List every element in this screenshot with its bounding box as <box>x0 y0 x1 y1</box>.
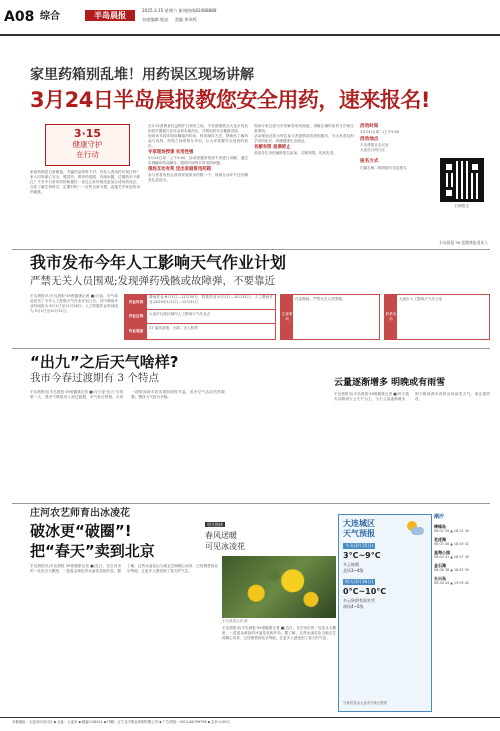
header-rule <box>0 34 500 36</box>
header-credits <box>142 17 197 23</box>
weather-title-2: 天气预报 <box>343 529 375 538</box>
story4-headline: 云量逐渐增多 明晚或有雨雪 <box>334 378 446 388</box>
qr-caption: 扫码报名 <box>454 204 470 208</box>
divider-3 <box>12 503 490 504</box>
plan-label: 作业时间 <box>125 295 147 309</box>
col3-para2: 活动现场还将为每位参与者提供用药咨询服务，为大家普及科学用药知识，传播健康生活理念。 <box>254 134 354 143</box>
tide-times: 06:03 40 ▲ 18:35 41 <box>434 542 470 547</box>
editor-credit: 首席编辑 瓶安 <box>142 17 169 22</box>
tide-times: 06:02 39 ▲ 18:31 39 <box>434 529 470 534</box>
footer-text: 本报地址：大连市沙河口区 ▪ 社址：大连市 ▪ 邮编:116011 ▪ 印刷：辽宁北方报业印刷有限公司 ▪ 广告热线：0411-84799799 ▪ 定价:1.00元 <box>12 720 230 724</box>
story3-body: 半岛晨报讯(半岛晨报·39度健康记者 ■)今天是“出九”后的第一天，我市气候将进入到过渡期，市气象台预报，未来一段时间我市将出现阶段性升温，但冷空气活动仍然频繁，整体天气较为平稳。 <box>30 390 225 399</box>
act-title: 活动时间 <box>360 124 379 129</box>
plan-label: 作业装备 <box>125 324 147 339</box>
story2-body: 半岛晨报讯(半岛晨报·39度健康记者 ■)日前，市气象局发布了今年人工影响天气作业计划公告。其中增雨作业时间段为 6月1日至11月30日；人工防雹作业时间段为 5月1日至10月31日。 <box>30 294 118 313</box>
col2-para3: 3月24日周二上午9:00，活动将邀请资深专家进行讲解，通过实例解读药品储存、服药时间等日常用药问题。 <box>148 156 248 165</box>
act-loc: 半岛晨报社会议室 <box>360 143 389 148</box>
paper-logo: 半岛晨报 <box>85 10 135 21</box>
tide-place: 星海公园 <box>434 549 450 555</box>
story5-headline-1: 庄河农艺师育出冰凌花 <box>30 508 130 519</box>
col3-para3: 欢迎各位市民踊跃报名参加，名额有限，先到先得。 <box>254 151 337 155</box>
story5-cont: 半岛晨报讯(半岛晨报·39度健康记者 ■)近日，在庄河市的一处花卉大棚里，一盆盆金黄色的冰凌花竞相开放。据了解，这些冰凌花由当地农艺师精心培育，已经销售到北京等地，让更多人感受到了春天的气息。 <box>222 626 336 640</box>
story1-lead: 家庭药箱是日常储备。关键药品却每不对。你有人看用药有误区吗？家人时所那心安全，感冒药、维草药混服、有副问题，过期药多不绑扎？不多中日常用药的积极性一直这么好药规范更加合适用药误区，合你了解生命科学，定期对相一一这些目常习惯，直接关乎家庭的用药健康。 <box>30 170 140 194</box>
divider-1 <box>12 249 490 250</box>
designer-credit: 美编 李风鸣 <box>174 17 197 22</box>
plan-row <box>125 295 275 310</box>
sub-expert: 专家现场授课 实用性强 <box>148 150 194 155</box>
sub-prize: 现场互动有奖 送出家庭常用药箱 <box>148 167 211 172</box>
tomorrow-label: 明天(3月16日) <box>345 579 374 584</box>
tide-box <box>434 514 492 684</box>
plan-value: 37 毫米高炮、火箭、无人机等 <box>149 326 198 330</box>
story3-subhead: 我市今春过渡期有 3 个特点 <box>30 372 159 384</box>
col2-para4: 参与者将有机会获得家庭常用药箱一个，现场互动环节还有精美礼品送出。 <box>148 173 248 182</box>
plan-row <box>125 310 275 324</box>
section-name: 综合 <box>40 11 60 22</box>
plan-value: 增雨作业:6月1日—11月30日；防雹作业:5月1日—10月31日；人工增雨作业:2025年1月1日—12月31日 <box>149 295 273 304</box>
tide-row <box>434 550 492 560</box>
badge-sub1: 健康守护 <box>72 140 103 149</box>
flower-photo <box>222 556 336 618</box>
story5-headline-3: 把“春天”卖到北京 <box>30 542 155 560</box>
contact-box <box>384 294 490 340</box>
notice-box <box>280 294 380 340</box>
story5-headline-2: 破冰更“破圈”! <box>30 522 132 540</box>
tide-place: 长兴岛 <box>434 575 446 581</box>
act-loc-label: 活动地点 <box>360 137 379 143</box>
story2-headline: 我市发布今年人工影响天气作业计划 <box>30 253 287 272</box>
tide-place: 棒棰岛 <box>434 523 446 529</box>
qr-code[interactable] <box>440 158 484 202</box>
story1-kicker: 家里药箱别乱堆！用药误区现场讲解 <box>30 67 254 83</box>
divider-2 <box>12 348 490 349</box>
photo-caption-1: 春风送暖 <box>205 531 237 540</box>
story1-footnote: 半岛晨报·39 度健康报道本人 <box>438 240 488 245</box>
badge-sub2: 在行动 <box>76 150 99 159</box>
act-addr: 大连市沙河口区 <box>360 148 386 153</box>
plan-label: 作业区域 <box>125 310 147 323</box>
footer-rule <box>0 717 500 718</box>
photo-credit: 半岛晨报记者 摄 <box>222 619 248 623</box>
sub-register: 名额有限 报满即止 <box>254 145 291 150</box>
plan-value: 大连市行政区域内人工影响天气作业点 <box>149 312 211 316</box>
notice-label: 注意事项 <box>281 295 293 339</box>
weather-box <box>338 514 432 712</box>
story3-headline: “出九”之后天气啥样? <box>30 353 179 371</box>
story1-badge <box>45 124 130 166</box>
today-desc: 多云转晴 <box>343 562 359 567</box>
photo-caption-2: 可见冰凌花 <box>205 542 245 551</box>
today-temp: 3°C~9°C <box>343 551 381 560</box>
tide-place: 老虎滩 <box>434 536 446 542</box>
weather-title-1: 大连城区 <box>343 519 375 528</box>
tide-times: 06:04 41 ▲ 18:37 40 <box>434 555 470 560</box>
tide-times: 06:34 43 ▲ 19:05 42 <box>434 581 470 586</box>
badge-315: 3·15 <box>73 127 102 140</box>
contact-label: 联系电话 <box>385 295 397 339</box>
act-time: 3月24日(周二)上午9:00 <box>360 130 400 135</box>
sun-cloud-icon <box>405 519 425 539</box>
today-wind: 北风3~4级 <box>343 568 364 573</box>
plan-row <box>125 324 275 339</box>
page-header <box>0 0 500 34</box>
col3-para1: 现场专家还将为市民解答用药困惑，讲解正确的用药方法和注意事项。 <box>254 124 354 133</box>
story1-col3 <box>254 124 354 236</box>
col2-para2: 现场来宾将详细讲解服药时间、科普储存方法，帮助你了解药品与食物、药物之间的相互作用，让大家掌握安全用药的知识。 <box>148 134 248 148</box>
tomorrow-temp: 0°C~10°C <box>343 587 387 596</box>
plan-table <box>124 294 276 340</box>
tide-times: 06:08 38 ▲ 18:42 39 <box>434 568 470 573</box>
tomorrow-wind: 南风4~5级 <box>343 604 364 609</box>
tide-row <box>434 576 492 586</box>
reg-text: 扫描右侧二维码填写信息报名 <box>360 165 407 170</box>
tide-title: 潮汐 <box>434 514 445 520</box>
today-label: 今天(3月15日) <box>345 543 374 548</box>
story2-subhead: 严禁无关人员围观;发现弹药残骸或故障弹，不要靠近 <box>30 275 276 287</box>
story1-headline: 3月24日半岛晨报教您安全用药，速来报名! <box>30 88 430 112</box>
weather-credit: 气象信息由大连市气象台提供 <box>343 701 388 705</box>
page-number: A08 <box>4 9 35 25</box>
story5-body: 半岛晨报讯(半岛晨报·39度健康记者 ■)近日，在庄河市的一处花卉大棚里，一盆盆金黄色的冰凌花竞相开放。据了解，这些冰凌花由当地农艺师精心培育，已经销售到北京等地，让更多人感受到了春天的气息。 <box>30 564 218 573</box>
tide-row <box>434 563 492 573</box>
story4-body: 半岛晨报讯(半岛晨报·39度健康记者 ■)昨天我市以晴到少云天气为主，今天云量逐渐增多，明天晚间我市或将出现雨雪天气，请注意防范。 <box>334 392 490 401</box>
story1-col2 <box>148 124 248 236</box>
contact-text: 大连市人工影响天气办公室 <box>399 297 443 301</box>
col2-para1: 在3·15消费者权益保护日到来之际，半岛晨报联合大连市药品和医疗器械行业协会和本地药企，开展用药安全健康讲座。 <box>148 124 248 133</box>
tide-row <box>434 537 492 547</box>
reg-title: 报名方式 <box>360 159 379 165</box>
photo-label: 相关链接 <box>207 522 223 527</box>
header-date: 2025.3.15 星期六 新闻热线82488888 <box>142 8 217 13</box>
tide-place: 金石滩 <box>434 562 446 568</box>
tide-row <box>434 524 492 534</box>
activity-box <box>360 124 490 236</box>
tomorrow-desc: 多云转阴有雨夹雪 <box>343 598 375 603</box>
notice-text: 作业期间，严禁无关人员围观。 <box>295 297 346 301</box>
